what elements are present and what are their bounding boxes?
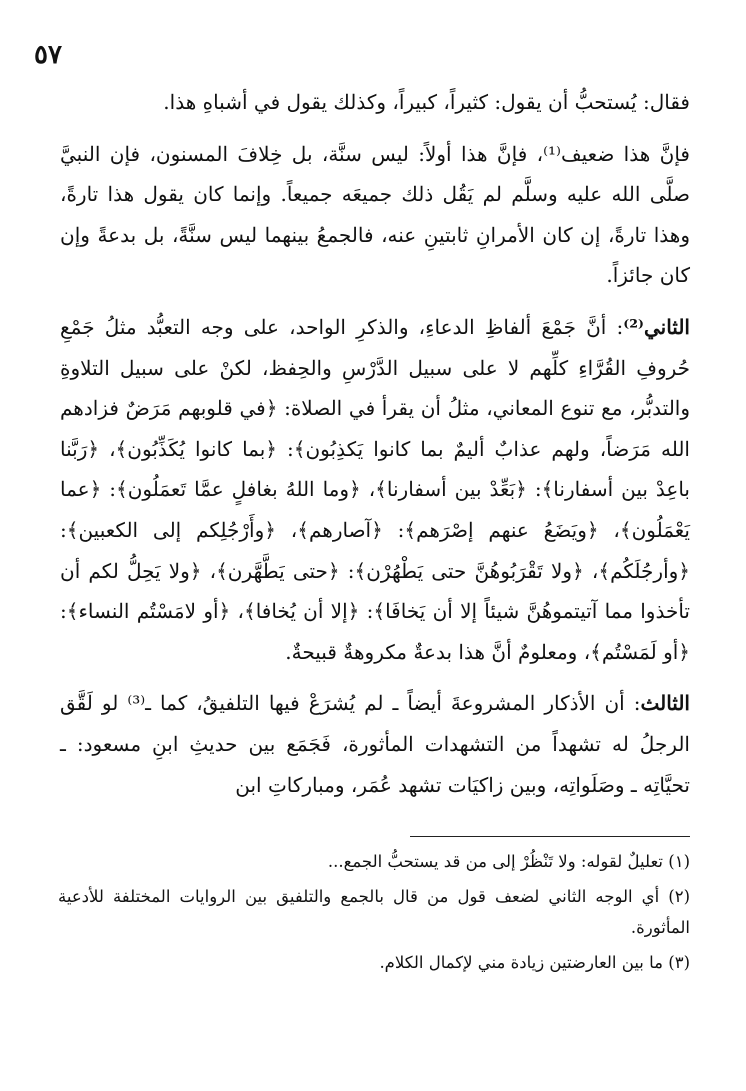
paragraph-text: : أن الأذكار المشروعةَ أيضاً ـ لم يُشرَعْ فيها التلفيقُ، كما ـ⁽³⁾ لو لَقَّق الرجلُ له تشهداً من التشهدات المأثورة، فَجَمَع بين حديثِ ابنِ مسعود: ـ تحيَّاتِه ـ وصَلَواتِه، وبين زاكيَات تشهد عُمَر، ومباركاتِ ابن [60, 691, 690, 797]
footnote-3: (٣) ما بين العارضتين زيادة مني لإكمال الكلام. [379, 953, 690, 972]
footnote-divider [410, 836, 690, 837]
footnote-2: (٢) أي الوجه الثاني لضعف قول من قال بالجمع والتلفيق بين الروايات المختلفة للأدعية المأثورة. [58, 887, 690, 937]
paragraph-second-point [60, 307, 690, 672]
paragraph-text: : أنَّ جَمْعَ ألفاظِ الدعاءِ، والذكرِ الواحد، على وجه التعبُّد مثلُ جَمْعِ حُروفِ القُرَّاءِ كلِّهم لا على سبيل الدَّرْسِ والحِفظ، لكنْ على سبيل التلاوةِ والتدبُّر، مع تنوع المعاني، مثلُ أن يقرأ في الصلاة: ﴿في قلوبهم مَرَضٌ فزادهم الله مَرَضاً، ولهم عذابٌ أليمٌ بما كانوا يَكذِبُون﴾: ﴿بما كانوا يُكَذِّبُون﴾، ﴿رَبَّنا باعِدْ بين أسفارنا﴾: ﴿بَعِّدْ بين أسفارنا﴾، ﴿وما اللهُ بغافلٍ عمَّا تَعمَلُون﴾: ﴿عما يَعْمَلُون﴾، ﴿ويَضَعُ عنهم إصْرَهم﴾: ﴿آصارهم﴾، ﴿وأَرْجُلِكم إلى الكعبين﴾: ﴿وأرجُلَكُم﴾، ﴿ولا تَقْرَبُوهُنَّ حتى يَطْهُرْن﴾: ﴿حتى يَطَّهَّرن﴾، ﴿ولا يَحِلُّ لكم أن تأخذوا مما آتيتموهُنَّ شيئاً إلا أن يَخافَا﴾: ﴿إلا أن يُخافا﴾، ﴿أو لامَسْتُم النساء﴾: ﴿أو لَمَسْتُم﴾، ومعلومٌ أنَّ هذا بدعةٌ مكروهةٌ قبيحةٌ. [60, 314, 690, 664]
paragraph-text: فإنَّ هذا ضعيف⁽¹⁾، فإنَّ هذا أولاً: ليس سنَّة، بل خِلافَ المسنون، فإن النبيَّ صلَّى الله عليه وسلَّم لم يَقُل ذلك جميعَه جميعاً. وإنما كان يقول هذا تارةً، وهذا تارةً، إن كان الأمرانِ ثابتينِ عنه، فالجمعُ بينهما ليس سنَّةً، بل بدعةً وإن كان جائزاً. [60, 141, 690, 288]
paragraph-third-point [60, 683, 690, 805]
paragraph-1 [60, 82, 690, 123]
page-number: ٥٧ [34, 40, 62, 70]
paragraph-label: الثاني⁽²⁾ [623, 314, 690, 339]
footnote-1: (١) تعليلٌ لقوله: ولا تَنْظُرْ إلى من قد يستحبُّ الجمع... [327, 852, 690, 871]
main-text [60, 82, 690, 805]
paragraph-text: فقال: يُستحبُّ أن يقول: كثيراً، كبيراً، وكذلك يقول في أشباهِ هذا. [163, 90, 690, 114]
paragraph-label: الثالث [640, 691, 690, 716]
footnotes [58, 846, 690, 982]
paragraph-2 [60, 134, 690, 296]
